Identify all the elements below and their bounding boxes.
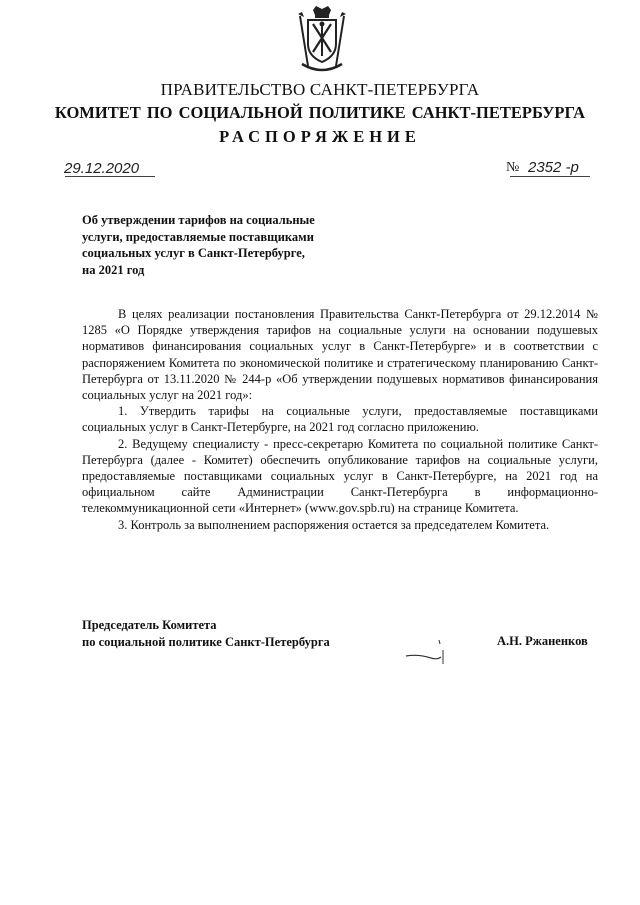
document-number: 2352 -р — [528, 159, 579, 176]
signer-position-line: по социальной политике Санкт-Петербурга — [82, 635, 330, 649]
number-prefix: № — [506, 160, 520, 175]
subject-line: услуги, предоставляемые поставщиками — [82, 229, 314, 244]
item-1-paragraph: 1. Утвердить тарифы на социальные услуги, предоставляемые поставщиками социальных услуг в Санкт-Петербурге, на 2021 год согласно приложению. — [82, 404, 598, 435]
subject-line: на 2021 год — [82, 262, 145, 277]
item-2-paragraph: 2. Ведущему специалисту - пресс-секретарю Комитета по социальной политике Санкт-Петербурга (далее - Комитет) обеспечить опубликование тарифов на социальные услуги, предоставляемые поставщиками социальных услуг в Санкт-Петербурге, на 2021 год на официальном сайте Администрации Санкт-Петербурга в информационно-телекоммуникационной сети «Интернет» (www.gov.spb.ru) на странице Комитета. — [82, 436, 598, 516]
item-3-paragraph: 3. Контроль за выполнением распоряжения остается за председателем Комитета. — [118, 517, 550, 532]
number-underline — [510, 176, 590, 177]
document-body — [82, 306, 598, 533]
government-title: ПРАВИТЕЛЬСТВО САНКТ-ПЕТЕРБУРГА — [160, 80, 480, 99]
document-type-title: РАСПОРЯЖЕНИЕ — [219, 127, 421, 146]
preamble-paragraph: В целях реализации постановления Правительства Санкт-Петербурга от 29.12.2014 № 1285 «О Порядке утверждения тарифов на социальные услуги на основании подушевых нормативов финансирования социальных услуг в Санкт-Петербурге» и в соответствии с распоряжением Комитета по экономической политике и стратегическому планированию Санкт-Петербурга от 13.11.2020 № 244-р «Об утверждении подушевых нормативов финансирования социальных услуг на 2021 год»: — [82, 307, 598, 403]
committee-title: КОМИТЕТ ПО СОЦИАЛЬНОЙ ПОЛИТИКЕ САНКТ-ПЕТЕРБУРГА — [54, 103, 586, 122]
document-subject — [82, 212, 327, 278]
coat-of-arms-icon — [296, 6, 348, 74]
document-date: 29.12.2020 — [64, 160, 140, 177]
handwritten-signature — [403, 636, 453, 666]
date-underline — [65, 176, 155, 177]
signer-name: А.Н. Ржаненков — [497, 634, 588, 648]
signer-position-line: Председатель Комитета — [82, 618, 217, 632]
signer-position — [82, 617, 330, 651]
subject-line: социальных услуг в Санкт-Петербурге, — [82, 246, 305, 260]
subject-line: Об утверждении тарифов на социальные — [82, 213, 315, 227]
